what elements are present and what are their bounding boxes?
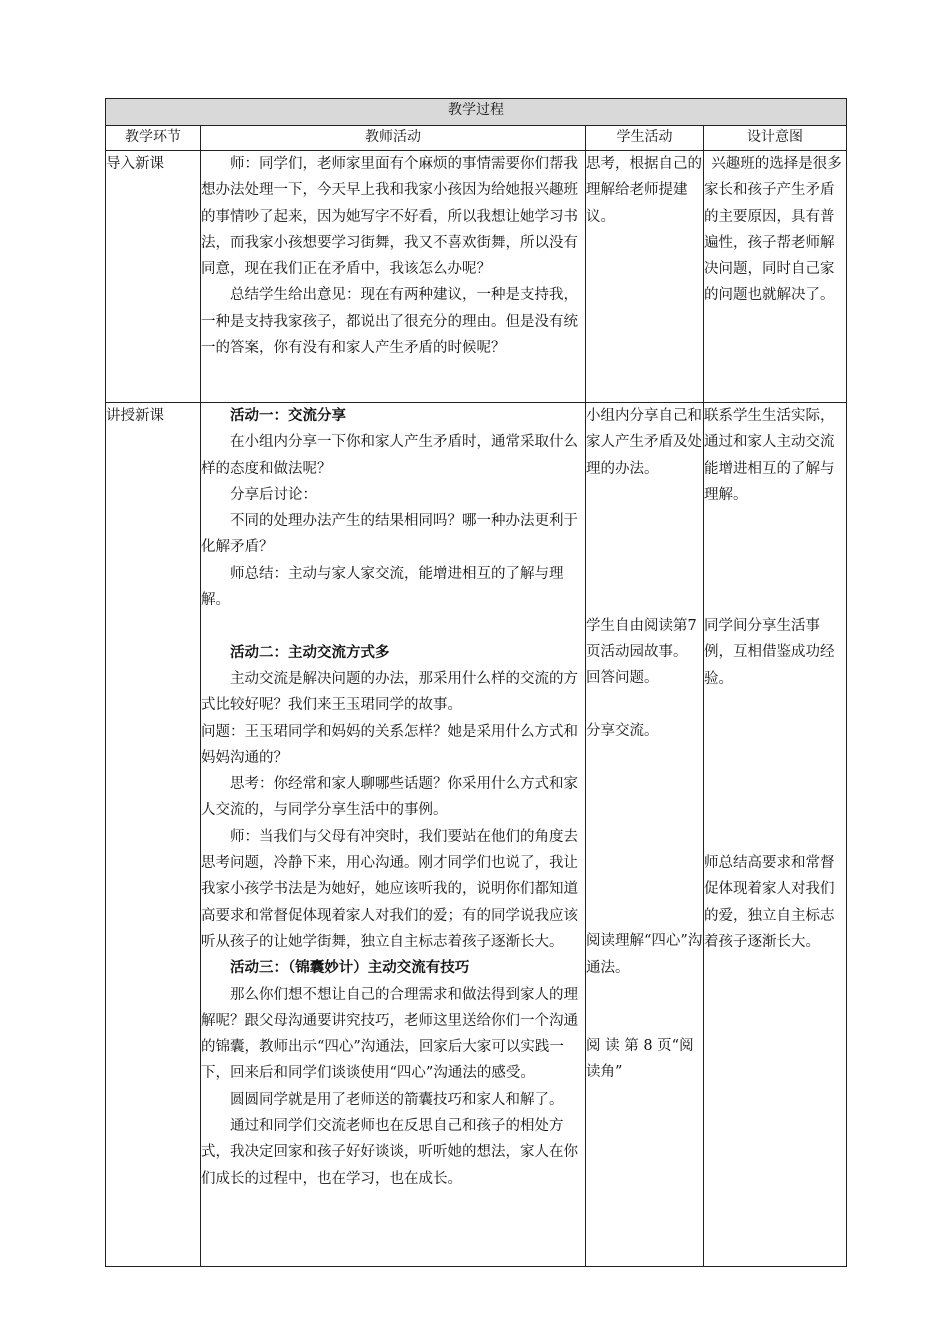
teacher-paragraph: 主动交流是解决问题的办法，那采用什么样的交流的方式比较好呢？我们来王玉珺同学的故事。 [201,670,578,714]
header-design-intent: 设计意图 [704,126,847,151]
teacher-paragraph: 圆圆同学就是用了老师送的箭囊技巧和家人和解了。 [230,1091,564,1108]
activity-three-title: 活动三：（锦囊妙计）主动交流有技巧 [230,959,470,977]
activity-one-title: 活动一：交流分享 [230,407,346,424]
design-text: 同学间分享生活事例，互相借鉴成功经验。 [704,618,835,687]
spacer [586,482,703,613]
teacher-paragraph: 师总结：主动与家人家交流，能增进相互的了解与理解。 [201,565,564,609]
spacer [704,508,846,613]
student-text: 学生自由阅读第7页活动园故事。 [586,617,697,661]
student-activity-new-lesson [586,403,704,1267]
spacer [201,613,585,639]
teacher-paragraph: 师：同学们，老师家里面有个麻烦的事情需要你们帮我想办法处理一下，今天早上我和我家小孩因为给她报兴趣班的事情吵了起来，因为她写字不好看，所以我想让她学习书法，而我家小孩想要学习街舞，我又不喜欢街舞，所以没有同意，现在我们正在矛盾中，我该怎么办呢？ [201,156,578,278]
spacer [586,744,703,928]
student-text: 思考，根据自己的理解给老师提建议。 [586,156,702,225]
teacher-paragraph: 在小组内分享一下你和家人产生矛盾时，通常采取什么样的态度和做法呢？ [201,434,578,477]
spacer [704,692,846,850]
table-header-row [106,126,847,151]
teacher-paragraph: 思考：你经常和家人聊哪些话题？你采用什么方式和家人交流的，与同学分享生活中的事例。 [201,776,578,819]
teacher-paragraph: 总结学生给出意见：现在有两种建议，一种是支持我，一种是支持我家孩子，都说出了很充分的理由。但是没有统一的答案，你有没有和家人产生矛盾的时候呢？ [201,287,578,357]
student-text: 阅读理解“四心”沟通法。 [586,933,703,976]
student-text: 阅 读 第 8 页“阅读角” [586,1037,694,1081]
stage-new-lesson: 讲授新课 [106,403,201,1267]
table-title: 教学过程 [106,99,847,126]
header-teacher-activity: 教师活动 [201,126,586,151]
teacher-activity-intro [201,151,586,403]
header-student-activity: 学生活动 [586,126,704,151]
design-text: 师总结高要求和常督促体现着家人对我们的爱，独立自主标志着孩子逐渐长大。 [704,855,835,950]
design-text: 联系学生生活实际，通过和家人主动交流能增进相互的了解与理解。 [704,408,835,503]
teaching-process-table [105,98,847,1267]
stage-intro: 导入新课 [106,151,201,403]
teacher-paragraph: 通过和同学们交流老师也在反思自己和孩子的相处方式，我决定回家和孩子好好谈谈，听听她的想法，家人在你们成长的过程中，也在学习，也在成长。 [201,1118,578,1187]
student-text: 小组内分享自己和家人产生矛盾及处理的办法。 [586,408,702,477]
design-text: 兴趣班的选择是很多家长和孩子产生矛盾的主要原因，具有普遍性，孩子帮老师解决问题，同时自己家的问题也就解决了。 [704,156,842,304]
student-activity-intro [586,151,704,403]
teacher-paragraph: 那么你们想不想让自己的合理需求和做法得到家人的理解呢？跟父母沟通要讲究技巧，老师这里送给你们一个沟通的锦囊，教师出示“四心”沟通法，回家后大家可以实践一下，回来后和同学们谈谈使用“四心”沟通法的感受。 [201,986,578,1082]
student-text: 回答问题。 [586,670,659,687]
teacher-paragraph: 分享后讨论： [230,486,317,503]
student-text: 分享交流。 [586,723,659,740]
design-intent-intro [704,151,847,403]
header-stage: 教学环节 [106,126,201,151]
teacher-paragraph: 不同的处理办法产生的结果相同吗？哪一种办法更利于化解矛盾？ [201,513,578,556]
table-row-intro [106,151,847,403]
design-intent-new-lesson [704,403,847,1267]
table-row-new-lesson [106,403,847,1267]
spacer [586,692,703,718]
teacher-paragraph: 师：当我们与父母有冲突时，我们要站在他们的角度去思考问题，冷静下来，用心沟通。刚才同学们也说了，我让我家小孩学书法是为她好，她应该听我的，说明你们都知道高要求和常督促体现着家人对我们的爱；有的同学说我应该听从孩子的让她学街舞，独立自主标志着孩子逐渐长大。 [201,828,578,950]
activity-two-title: 活动二：主动交流方式多 [230,643,390,661]
table-title-row [106,99,847,126]
teacher-activity-new-lesson [201,403,586,1267]
spacer [586,981,703,1033]
teacher-paragraph: 问题：王玉珺同学和妈妈的关系怎样？她是采用什么方式和妈妈沟通的？ [201,723,578,766]
